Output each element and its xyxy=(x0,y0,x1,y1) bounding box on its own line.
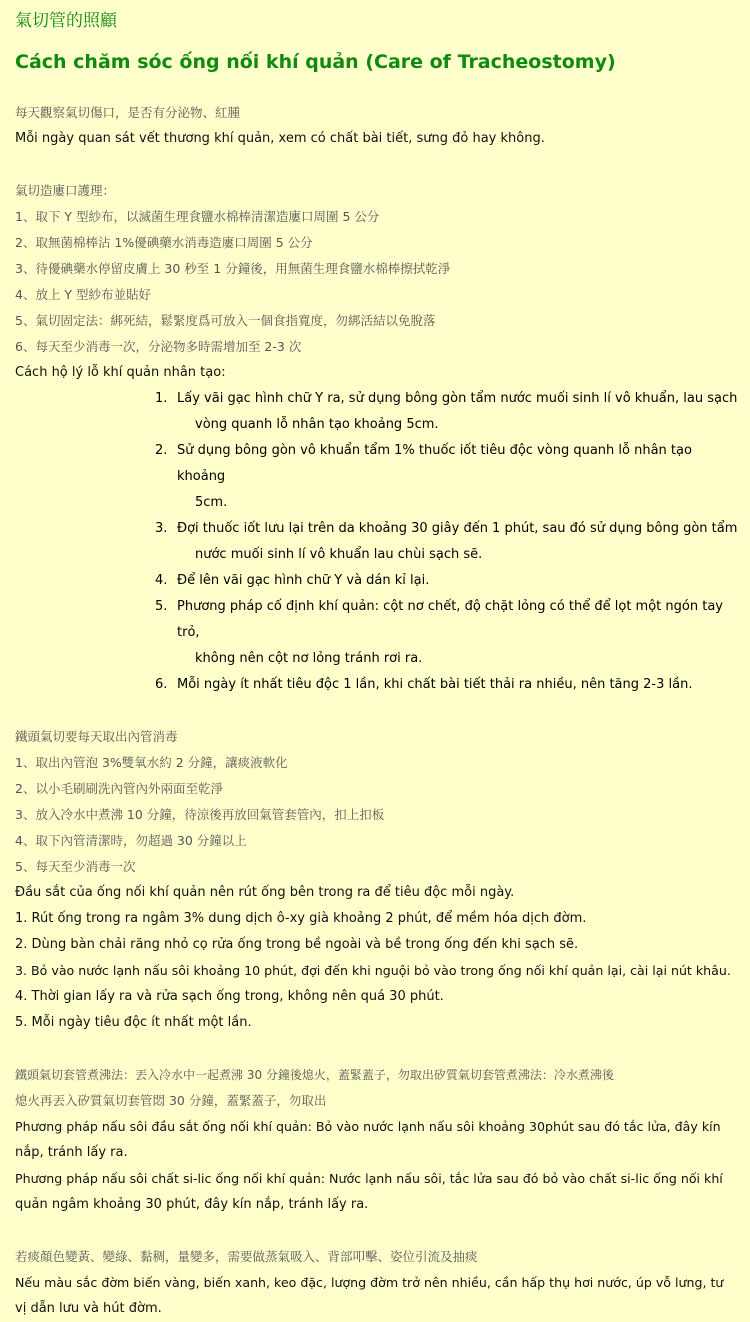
list-item xyxy=(155,438,743,516)
sputum-vi-cont: vị dẫn lưu và hút đờm. xyxy=(15,1301,162,1316)
observe-vi: Mỗi ngày quan sát vết thương khí quản, xem có chất bài tiết, sưng đỏ hay không. xyxy=(15,131,545,146)
page-title-vi: Cách chăm sóc ống nối khí quản (Care of Tracheostomy) xyxy=(15,51,616,73)
stoma-step-zh: 5、氣切固定法：綁死結，鬆緊度爲可放入一個食指寬度，勿綁活結以免脫落 xyxy=(15,313,436,328)
list-item-text: Đợi thuốc iốt lưu lại trên da khoảng 30 giây đến 1 phút, sau đó sử dụng bông gòn tẩm xyxy=(177,521,738,536)
inner-cannula-heading-zh: 鐵頭氣切要每天取出內管消毒 xyxy=(15,729,178,744)
list-item-text: Lấy vãi gạc hình chữ Y ra, sử dụng bông gòn tẩm nước muối sinh lí vô khuẩn, lau sạch xyxy=(177,391,738,406)
inner-cannula-step-vi: 2. Dùng bàn chải răng nhỏ cọ rửa ống trong bề ngoài và bề trong ống đến khi sạch sẽ. xyxy=(15,937,579,952)
boiling-metal-vi-cont: nắp, tránh lấy ra. xyxy=(15,1145,128,1160)
boiling-silicone-vi-cont: quản ngâm khoảng 30 phút, đây kín nắp, tránh lấy ra. xyxy=(15,1197,369,1212)
inner-cannula-step-zh: 4、取下內管清潔時，勿超過 30 分鐘以上 xyxy=(15,833,247,848)
inner-cannula-heading-vi: Đầu sắt của ống nối khí quản nên rút ống bên trong ra để tiêu độc mỗi ngày. xyxy=(15,885,515,900)
list-item xyxy=(155,672,743,698)
list-item-text: Sử dụng bông gòn vô khuẩn tẩm 1% thuốc iốt tiêu độc vòng quanh lỗ nhân tạo khoảng xyxy=(177,443,692,484)
stoma-step-zh: 3、待優碘藥水停留皮膚上 30 秒至 1 分鐘後，用無菌生理食鹽水棉棒擦拭乾淨 xyxy=(15,261,451,276)
page-title-zh: 氣切管的照顧 xyxy=(15,11,117,31)
section-boiling xyxy=(15,1062,743,1218)
list-item-text: Phương pháp cố định khí quản: cột nơ chết, độ chặt lỏng có thể để lọt một ngón tay trỏ, xyxy=(177,599,723,640)
list-item-number: 6. xyxy=(155,677,168,692)
list-item-text-cont: 5cm. xyxy=(195,495,228,510)
observe-zh: 每天觀察氣切傷口，是否有分泌物、紅腫 xyxy=(15,105,241,120)
inner-cannula-step-zh: 3、放入冷水中煮沸 10 分鐘，待涼後再放回氣管套管內，扣上扣板 xyxy=(15,807,385,822)
inner-cannula-step-vi: 4. Thời gian lấy ra và rửa sạch ống trong, không nên quá 30 phút. xyxy=(15,989,444,1004)
section-inner-cannula xyxy=(15,724,743,1036)
stoma-step-zh: 6、每天至少消毒一次，分泌物多時需增加至 2-3 次 xyxy=(15,339,302,354)
list-item xyxy=(155,386,743,438)
stoma-care-heading-vi: Cách hộ lý lỗ khí quản nhân tạo: xyxy=(15,365,226,380)
boiling-silicone-vi: Phương pháp nấu sôi chất si-lic ống nối khí quản: Nước lạnh nấu sôi, tắc lửa sau đó bỏ vào chất si-lic ống nối khí xyxy=(15,1171,723,1186)
list-item xyxy=(155,568,743,594)
list-item-text: Mỗi ngày ít nhất tiêu độc 1 lần, khi chất bài tiết thải ra nhiều, nên tăng 2-3 lần. xyxy=(177,677,693,692)
list-item-text-cont: nước muối sinh lí vô khuẩn lau chùi sạch sẽ. xyxy=(195,547,483,562)
stoma-care-heading-zh: 氣切造廔口護理： xyxy=(15,183,116,198)
list-item-number: 3. xyxy=(155,521,168,536)
sputum-vi: Nếu màu sắc đờm biến vàng, biến xanh, keo đặc, lượng đờm trở nên nhiều, cần hấp thụ hơi nước, úp vỗ lưng, tư xyxy=(15,1275,724,1290)
list-item-number: 2. xyxy=(155,443,168,458)
inner-cannula-step-zh: 2、以小毛刷刷洗內管內外兩面至乾淨 xyxy=(15,781,223,796)
inner-cannula-step-vi: 5. Mỗi ngày tiêu độc ít nhất một lần. xyxy=(15,1015,252,1030)
inner-cannula-step-zh: 1、取出內管泡 3%雙氧水約 2 分鐘，讓痰液軟化 xyxy=(15,755,288,770)
stoma-step-zh: 1、取下 Y 型紗布，以滅菌生理食鹽水棉棒清潔造廔口周圍 5 公分 xyxy=(15,209,380,224)
stoma-step-zh: 4、放上 Y 型紗布並貼好 xyxy=(15,287,152,302)
list-item-number: 4. xyxy=(155,573,168,588)
boiling-metal-vi: Phương pháp nấu sôi đầu sắt ống nối khí quản: Bỏ vào nước lạnh nấu sôi khoảng 30phút sau đó tắc lửa, đây kín xyxy=(15,1119,721,1134)
section-observe xyxy=(15,100,743,152)
document-page xyxy=(15,0,743,1322)
inner-cannula-step-vi: 1. Rút ống trong ra ngâm 3% dung dịch ô-xy già khoảng 2 phút, để mềm hóa dịch đờm. xyxy=(15,911,587,926)
section-stoma-care xyxy=(15,178,743,698)
list-item-text-cont: không nên cột nơ lỏng tránh rơi ra. xyxy=(195,651,423,666)
list-item xyxy=(155,594,743,672)
stoma-step-zh: 2、取無菌棉棒沾 1%優碘藥水消毒造廔口周圍 5 公分 xyxy=(15,235,313,250)
inner-cannula-step-vi: 3. Bỏ vào nước lạnh nấu sôi khoảng 10 phút, đợi đến khi nguội bỏ vào trong ống nối khí quản lại, cài lại nút khâu. xyxy=(15,963,731,978)
inner-cannula-step-zh: 5、每天至少消毒一次 xyxy=(15,859,136,874)
sputum-zh: 若痰顏色變黃、變綠、黏稠，量變多，需要做蒸氣吸入、背部叩擊、姿位引流及抽痰 xyxy=(15,1249,478,1264)
list-item-text: Để lên vãi gạc hình chữ Y và dán kỉ lại. xyxy=(177,573,430,588)
boiling-zh: 鐵頭氣切套管煮沸法：丟入冷水中一起煮沸 30 分鐘後熄火，蓋緊蓋子，勿取出矽質氣切套管煮沸法：冷水煮沸後 xyxy=(15,1068,614,1082)
list-item xyxy=(155,516,743,568)
boiling-zh-cont: 熄火再丟入矽質氣切套管悶 30 分鐘，蓋緊蓋子，勿取出 xyxy=(15,1093,327,1108)
section-sputum xyxy=(15,1244,743,1322)
list-item-text-cont: vòng quanh lỗ nhân tạo khoảng 5cm. xyxy=(195,417,439,432)
stoma-steps-vi-list xyxy=(15,386,743,698)
list-item-number: 1. xyxy=(155,391,168,406)
list-item-number: 5. xyxy=(155,599,168,614)
